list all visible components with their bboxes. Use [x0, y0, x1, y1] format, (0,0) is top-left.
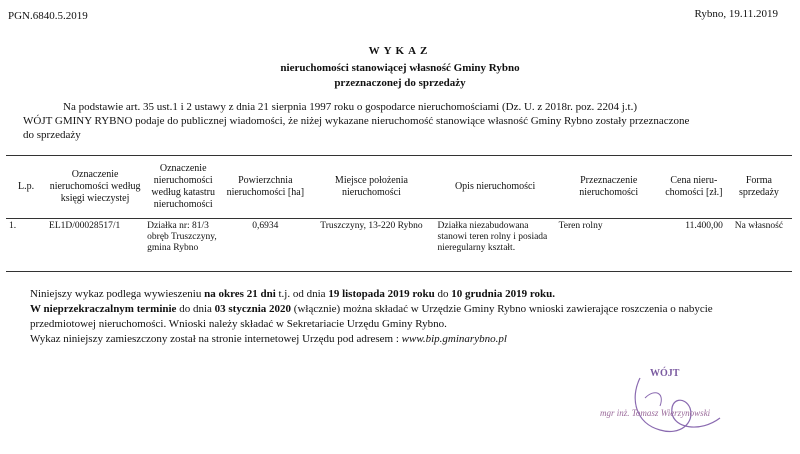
footer-line-4	[30, 332, 780, 347]
cell-lp: 1.	[6, 219, 46, 272]
document-reference: PGN.6840.5.2019	[8, 10, 88, 22]
footer-bold: 03 stycznia 2020	[214, 303, 292, 315]
footer-text: do	[434, 288, 452, 300]
footer-line-3: przedmiotowej nieruchomości. Wnioski należy składać w Sekretariacie Urzędu Gminy Rybno.	[30, 318, 447, 330]
cell-powierzchnia: 0,6934	[222, 219, 308, 272]
website-link[interactable]: www.bip.gminarybno.pl	[401, 333, 507, 345]
intro-paragraph	[23, 100, 783, 142]
footer-text: Niniejszy wykaz podlega wywieszeniu	[30, 288, 205, 300]
cell-forma: Na własność	[726, 219, 792, 272]
cell-przeznaczenie: Teren rolny	[556, 219, 662, 272]
stamp-title: WÓJT	[650, 368, 680, 379]
table-header-row	[6, 156, 792, 219]
table-row	[6, 219, 792, 272]
intro-line-1: Na podstawie art. 35 ust.1 i 2 ustawy z dnia 21 sierpnia 1997 roku o gospodarce nieruchomościami (Dz. U. z 2018r. poz. 2204 j.t.)	[63, 101, 638, 113]
document-title: WYKAZ	[368, 45, 432, 57]
footer-line-2	[30, 302, 780, 317]
header-cena: Cena nieru-chomości [zł.]	[662, 156, 726, 219]
footer-text: Wykaz niniejszy zamieszczony został na stronie internetowej Urzędu pod adresem :	[30, 333, 402, 345]
header-miejsce: Miejsce położenia nieruchomości	[308, 156, 434, 219]
footer-bold: 19 listopada 2019 roku	[328, 288, 435, 300]
cell-opis: Działka niezabudowana stanowi teren rolny i posiada nieregularny kształt.	[435, 219, 556, 272]
footer-text: do dnia	[176, 303, 215, 315]
footer-text: (włącznie) można składać w Urzędzie Gminy Rybno wnioski zawierające roszczenia o nabycie	[291, 303, 713, 315]
intro-line-2: WÓJT GMINY RYBNO podaje do publicznej wiadomości, że niżej wykazane nieruchomość stanowiące własność Gminy Rybno zostały przeznaczone	[23, 115, 690, 127]
document-subtitle-2: przeznaczonej do sprzedaży	[334, 77, 466, 89]
cell-cena: 11.400,00	[662, 219, 726, 272]
header-ksiega: Oznaczenie nieruchomości według księgi wieczystej	[46, 156, 144, 219]
header-powierzchnia: Powierzchnia nieruchomości [ha]	[222, 156, 308, 219]
footer-bold: W nieprzekraczalnym terminie	[30, 303, 177, 315]
header-przeznaczenie: Przeznaczenie nieruchomości	[556, 156, 662, 219]
signatory-name: mgr inż. Tomasz Wierzynowski	[600, 408, 711, 418]
cell-miejsce: Truszczyny, 13-220 Rybno	[308, 219, 434, 272]
header-lp: L.p.	[6, 156, 46, 219]
footer-text: t.j. od dnia	[275, 288, 329, 300]
footer-bold: 10 grudnia 2019 roku.	[451, 288, 555, 300]
footer-notes	[30, 287, 780, 347]
header-katastr: Oznaczenie nieruchomości według katastru nieruchomości	[144, 156, 222, 219]
property-table	[6, 155, 792, 272]
document-date: Rybno, 19.11.2019	[694, 8, 778, 20]
header-opis: Opis nieruchomości	[435, 156, 556, 219]
footer-bold: na okres 21 dni	[204, 288, 276, 300]
document-subtitle: nieruchomości stanowiącej własność Gminy Rybno	[280, 62, 520, 74]
cell-ksiega: EL1D/00028517/1	[46, 219, 144, 272]
footer-line-1	[30, 287, 780, 302]
signature-block	[600, 368, 740, 448]
header-forma: Forma sprzedaży	[726, 156, 792, 219]
cell-katastr: Działka nr: 81/3 obręb Truszczyny, gmina Rybno	[144, 219, 222, 272]
intro-line-3: do sprzedaży	[23, 129, 81, 141]
